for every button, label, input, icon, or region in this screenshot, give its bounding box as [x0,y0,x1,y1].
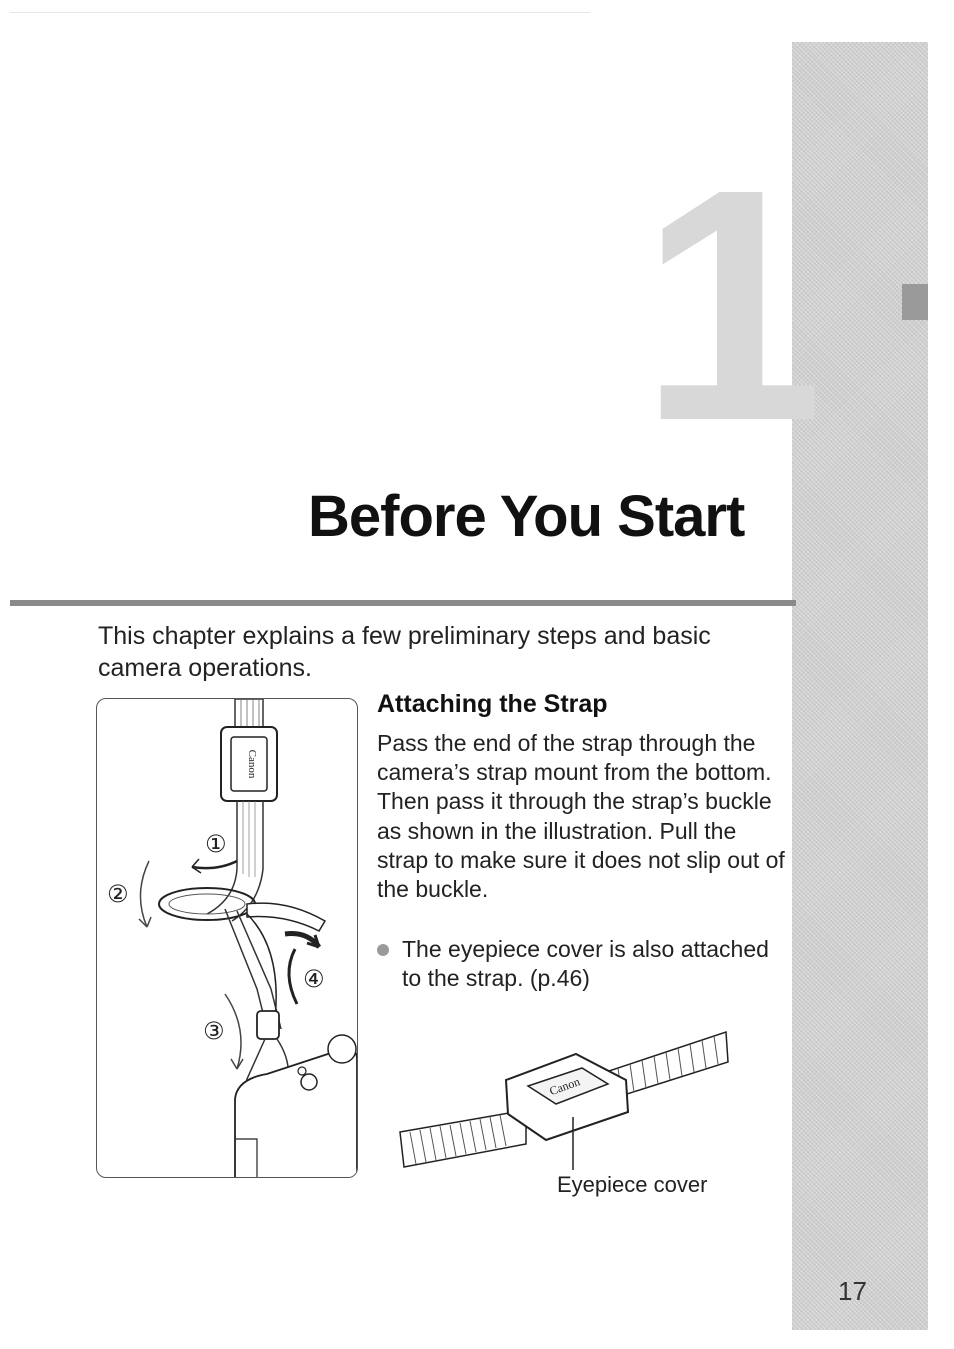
step-4-marker: ④ [303,965,325,993]
eyepiece-illustration [396,1022,736,1172]
eyepiece-brand-text: Canon [547,1074,582,1099]
top-rule [10,12,590,13]
chapter-number: 1 [640,120,824,489]
eyepiece-cover-drawing [396,1022,736,1172]
step-2-marker: ② [107,880,129,908]
chapter-title: Before You Start [308,484,745,549]
chapter-tab-marker [902,284,928,320]
strap-attachment-drawing [97,699,357,1177]
section-body: Pass the end of the strap through the camera’s strap mount from the bottom. Then pass it through the strap’s buckle as shown in the illustration. Pull the strap to make sure it does not slip out of the buckle. [377,730,785,903]
step-1-marker: ① [205,830,227,858]
page-number: 17 [838,1276,867,1306]
chapter-intro: This chapter explains a few preliminary steps and basic camera operations. [98,622,711,682]
step-3-marker: ③ [203,1017,225,1045]
strap-illustration [96,698,358,1178]
bullet-item [377,935,787,993]
bullet-text: The eyepiece cover is also attached to the strap. (p.46) [402,936,769,992]
title-rule [10,600,796,606]
bullet-dot [377,944,389,956]
section-heading: Attaching the Strap [377,690,608,718]
eyepiece-cover-label: Eyepiece cover [557,1172,708,1197]
buckle-brand-text: Canon [246,749,258,779]
